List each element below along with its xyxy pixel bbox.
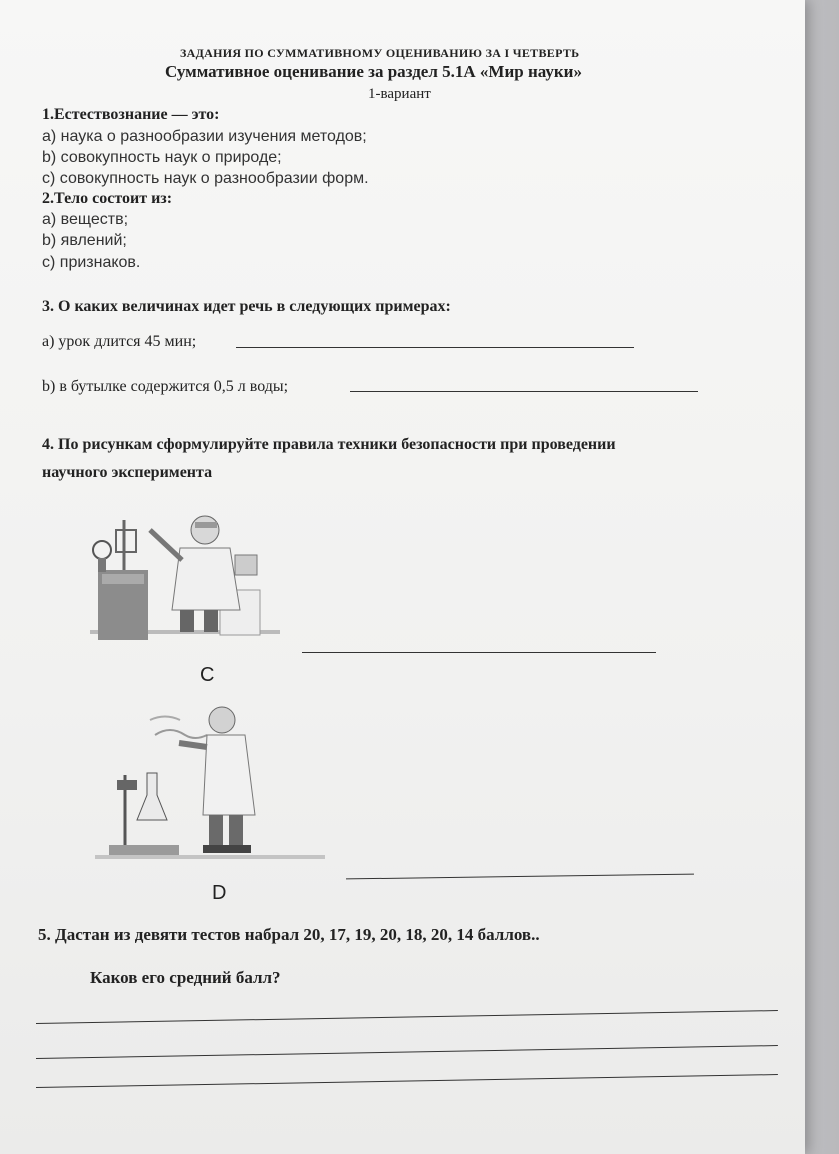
question-4-title-line1: 4. По рисункам сформулируйте правила техники безопасности при проведении <box>42 436 616 453</box>
question-5-question: Каков его средний балл? <box>90 968 281 987</box>
header-subtitle: Суммативное оценивание за раздел 5.1А «Мир науки» <box>165 62 582 81</box>
question-1-option-a: а) наука о разнообразии изучения методов; <box>42 128 367 145</box>
question-4-title-line2: научного эксперимента <box>42 464 213 481</box>
question-1-option-c: с) совокупность наук о разнообразии форм. <box>42 170 369 187</box>
picture-label-c: С <box>200 664 215 686</box>
illustration-scientist-smelling <box>95 695 325 865</box>
question-1-option-b: b) совокупность наук о природе; <box>42 149 282 166</box>
question-3-item-b: b) в бутылке содержится 0,5 л воды; <box>42 378 289 395</box>
question-2-option-c: с) признаков. <box>42 254 141 271</box>
answer-line-3a[interactable] <box>236 347 634 348</box>
question-2-option-a: а) веществ; <box>42 211 129 228</box>
question-2-option-b: b) явлений; <box>42 232 127 249</box>
variant-label: 1-вариант <box>368 86 431 102</box>
answer-line-5-1[interactable] <box>36 1010 778 1024</box>
answer-line-4c[interactable] <box>302 652 656 653</box>
answer-line-5-3[interactable] <box>36 1074 778 1088</box>
header-title: ЗАДАНИЯ ПО СУММАТИВНОМУ ОЦЕНИВАНИЮ ЗА I ЧЕТВЕРТЬ <box>180 46 580 60</box>
picture-label-d: D <box>212 882 227 904</box>
answer-line-5-2[interactable] <box>36 1045 778 1059</box>
question-3-title: 3. О каких величинах идет речь в следующих примерах: <box>42 298 451 315</box>
question-2-title: 2.Тело состоит из: <box>42 190 173 207</box>
question-1-title: 1.Естествознание — это: <box>42 106 220 123</box>
question-5-text: 5. Дастан из девяти тестов набрал 20, 17, 19, 20, 18, 20, 14 баллов.. <box>38 925 540 944</box>
question-3-item-a: а) урок длится 45 мин; <box>42 333 197 350</box>
illustration-scientist-pouring <box>80 500 290 650</box>
answer-line-3b[interactable] <box>350 391 698 392</box>
answer-line-4d[interactable] <box>346 874 694 880</box>
